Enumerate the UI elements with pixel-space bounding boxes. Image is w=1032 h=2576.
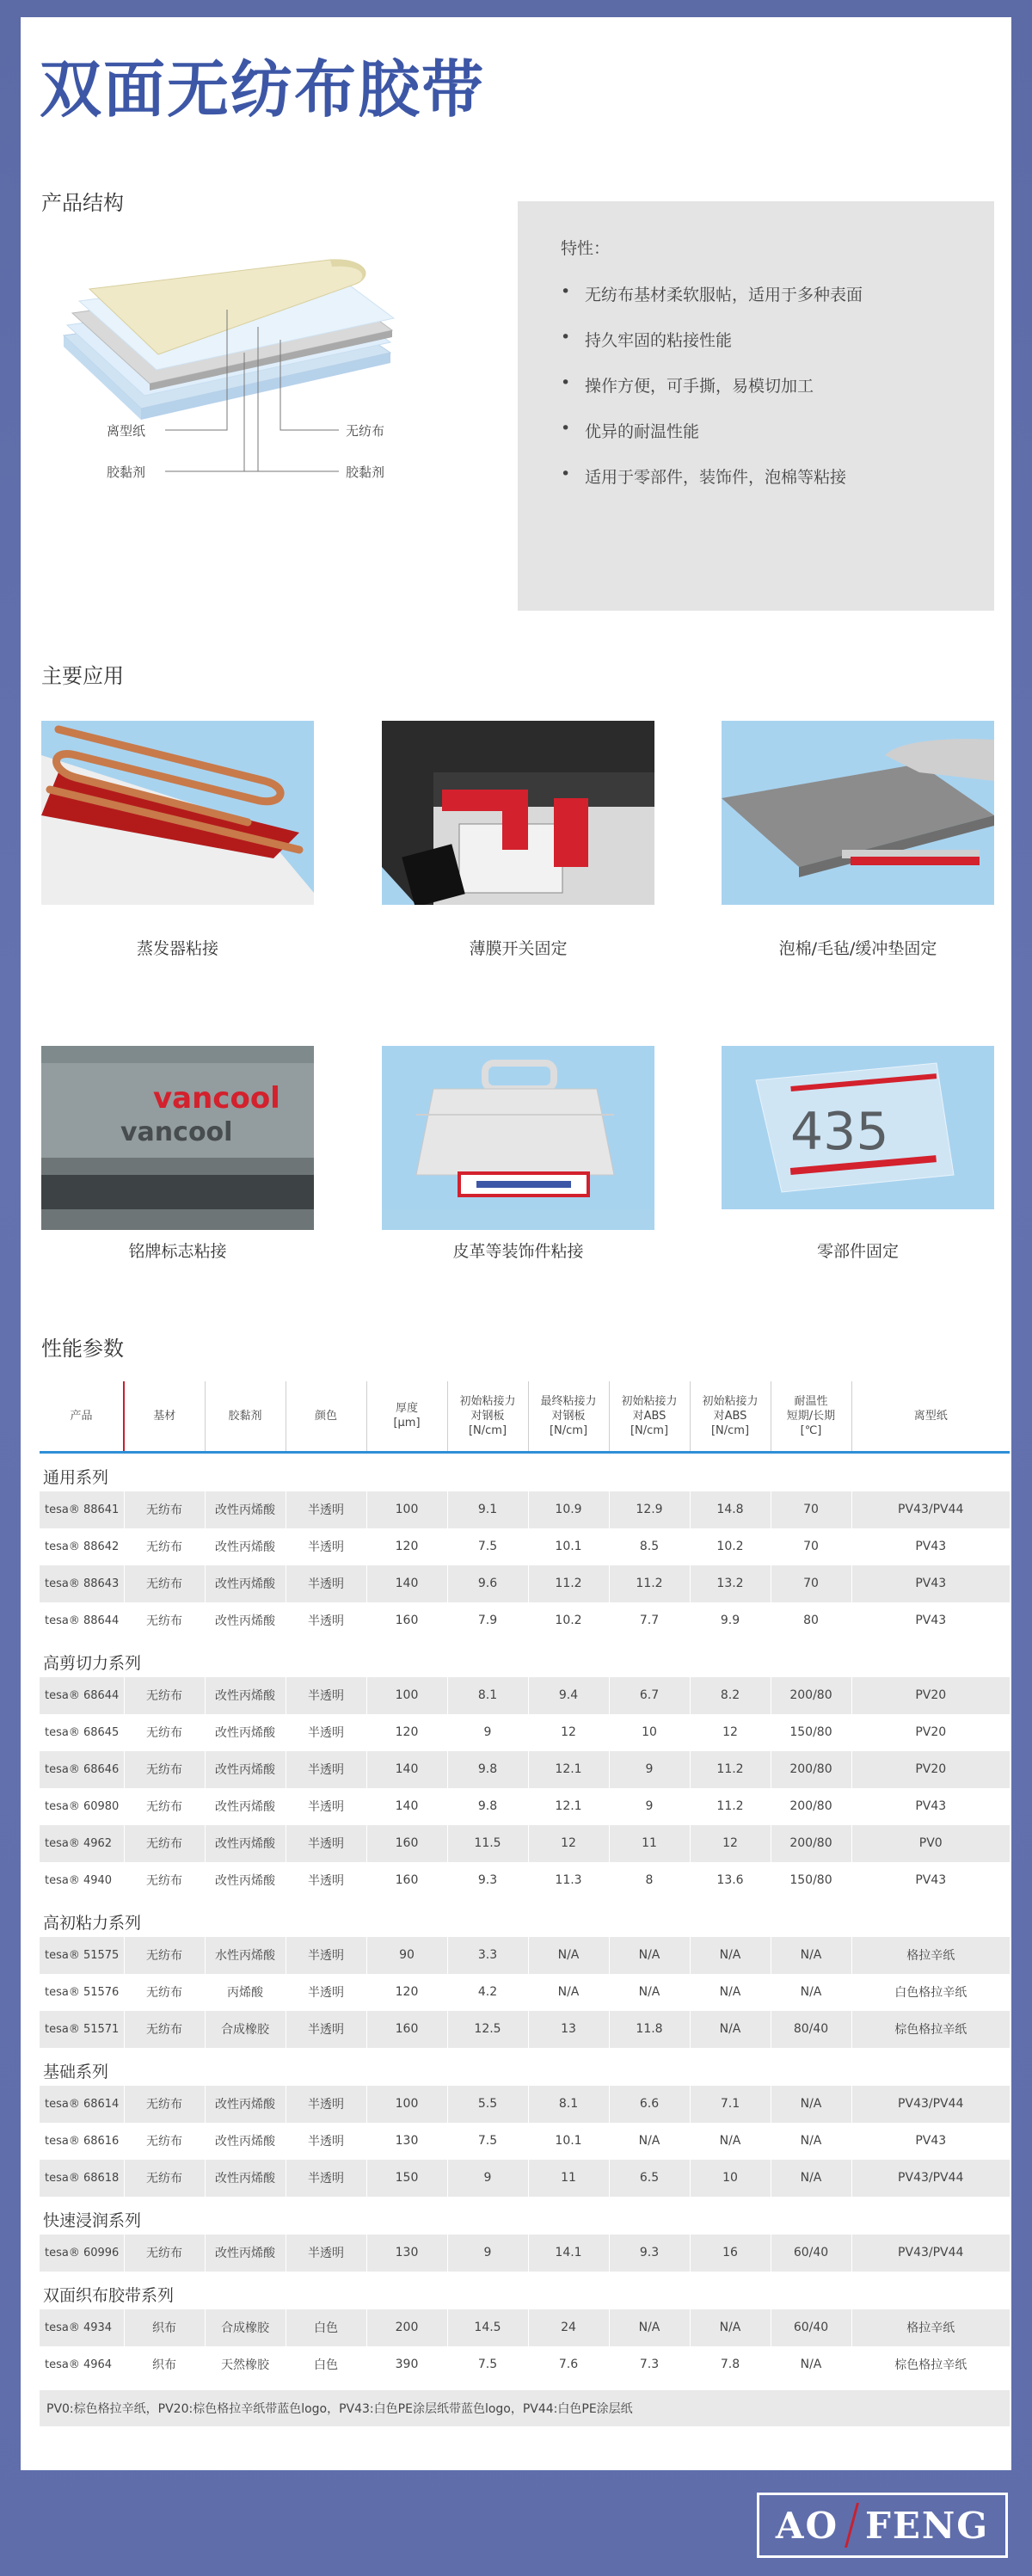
table-cell: 半透明	[286, 1974, 366, 2011]
table-cell: 9.4	[528, 1677, 609, 1714]
table-cell: 120	[366, 1714, 447, 1751]
leather-bag-image	[382, 1046, 654, 1230]
table-group-row	[40, 1639, 1010, 1677]
table-row	[40, 1565, 1010, 1602]
table-cell: 棕色格拉辛纸	[851, 2346, 1010, 2383]
table-cell: 12	[690, 1825, 771, 1862]
table-cell: 10.1	[528, 1528, 609, 1565]
table-cell: 9.8	[447, 1751, 528, 1788]
table-header-cell: 胶黏剂	[205, 1381, 286, 1452]
table-row	[40, 2309, 1010, 2346]
logo-right-text: FENG	[865, 2504, 990, 2547]
table-cell: 80	[771, 1602, 851, 1639]
features-box	[518, 201, 994, 611]
table-row	[40, 2235, 1010, 2272]
table-cell: 白色格拉辛纸	[851, 1974, 1010, 2011]
app-caption: 薄膜开关固定	[469, 939, 568, 958]
table-cell: 90	[366, 1937, 447, 1974]
table-cell: 7.7	[609, 1602, 690, 1639]
table-cell: 70	[771, 1491, 851, 1528]
table-cell: 半透明	[286, 1788, 366, 1825]
table-cell: 140	[366, 1788, 447, 1825]
table-cell: 改性丙烯酸	[205, 1677, 286, 1714]
table-cell: 半透明	[286, 2123, 366, 2160]
table-cell: 3.3	[447, 1937, 528, 1974]
table-cell: 7.6	[528, 2346, 609, 2383]
table-cell: 白色	[286, 2346, 366, 2383]
table-row	[40, 1937, 1010, 1974]
table-cell: 5.5	[447, 2086, 528, 2123]
table-group-title: 高剪切力系列	[43, 1654, 142, 1673]
table-cell: N/A	[528, 1974, 609, 2011]
table-cell: 织布	[124, 2309, 205, 2346]
table-cell: 12.9	[609, 1491, 690, 1528]
table-cell: 200/80	[771, 1825, 851, 1862]
table-cell: 8	[609, 1862, 690, 1899]
table-cell: 11	[609, 1825, 690, 1862]
table-cell: 无纺布	[124, 1677, 205, 1714]
table-cell: 100	[366, 2086, 447, 2123]
nameplate-logo-text: vancool	[153, 1081, 280, 1116]
table-cell: 140	[366, 1751, 447, 1788]
table-cell: 10	[609, 1714, 690, 1751]
label-adhesive-right: 胶黏剂	[346, 464, 385, 480]
table-cell: PV20	[851, 1714, 1010, 1751]
table-group-title: 高初粘力系列	[43, 1914, 142, 1933]
table-cell: 天然橡胶	[205, 2346, 286, 2383]
table-cell: tesa® 4964	[45, 2358, 113, 2371]
table-header-cell: 厚度 [μm]	[366, 1381, 447, 1452]
table-cell: 合成橡胶	[205, 2309, 286, 2346]
table-cell: 12	[528, 1714, 609, 1751]
table-cell: PV43/PV44	[851, 2235, 1010, 2272]
table-cell: 130	[366, 2235, 447, 2272]
table-cell: 7.5	[447, 1528, 528, 1565]
table-cell: tesa® 68616	[45, 2134, 120, 2148]
table-cell: 200	[366, 2309, 447, 2346]
table-group-row	[40, 2197, 1010, 2235]
table-header-cell: 最终粘接力 对钢板 [N/cm]	[528, 1381, 609, 1452]
table-cell: 无纺布	[124, 1937, 205, 1974]
table-cell: 9.1	[447, 1491, 528, 1528]
table-cell: 11.2	[609, 1565, 690, 1602]
table-cell: PV43/PV44	[851, 1491, 1010, 1528]
table-header-cell: 颜色	[286, 1381, 366, 1452]
table-cell: 半透明	[286, 1751, 366, 1788]
table-cell: 12	[528, 1825, 609, 1862]
table-cell: N/A	[609, 1974, 690, 2011]
table-cell: 9.8	[447, 1788, 528, 1825]
table-cell: 160	[366, 1862, 447, 1899]
table-header-cell: 离型纸	[851, 1381, 1010, 1452]
section-applications-heading: 主要应用	[41, 664, 124, 688]
table-cell: 改性丙烯酸	[205, 2160, 286, 2197]
table-cell: PV43/PV44	[851, 2160, 1010, 2197]
table-cell: 半透明	[286, 1528, 366, 1565]
table-cell: tesa® 60980	[45, 1799, 120, 1813]
table-cell: tesa® 88644	[45, 1614, 120, 1627]
table-cell: PV43	[851, 1565, 1010, 1602]
table-cell: PV0	[851, 1825, 1010, 1862]
table-cell: 半透明	[286, 1602, 366, 1639]
feature-item: • 无纺布基材柔软服帖，适用于多种表面	[561, 282, 863, 328]
table-cell: 12.1	[528, 1751, 609, 1788]
table-header-cell: 耐温性 短期/长期 [℃]	[771, 1381, 851, 1452]
table-cell: 150/80	[771, 1714, 851, 1751]
table-cell: 无纺布	[124, 1862, 205, 1899]
table-group-row	[40, 2272, 1010, 2309]
table-cell: N/A	[690, 2011, 771, 2048]
section-params-heading: 性能参数	[41, 1337, 124, 1361]
table-cell: PV43	[851, 1528, 1010, 1565]
table-row	[40, 2011, 1010, 2048]
table-cell: 16	[690, 2235, 771, 2272]
table-cell: 棕色格拉辛纸	[851, 2011, 1010, 2048]
table-cell: 11.2	[528, 1565, 609, 1602]
table-cell: 9.6	[447, 1565, 528, 1602]
part-image	[722, 1046, 994, 1209]
table-cell: 无纺布	[124, 1602, 205, 1639]
table-group-title: 双面织布胶带系列	[43, 2286, 175, 2305]
table-cell: 改性丙烯酸	[205, 1491, 286, 1528]
table-cell: 10	[690, 2160, 771, 2197]
table-cell: 7.5	[447, 2346, 528, 2383]
table-cell: tesa® 68614	[40, 2086, 124, 2123]
table-cell: 8.1	[528, 2086, 609, 2123]
table-cell: 格拉辛纸	[851, 2309, 1010, 2346]
table-cell: 140	[366, 1565, 447, 1602]
table-cell: 9.3	[447, 1862, 528, 1899]
table-cell: 改性丙烯酸	[205, 2123, 286, 2160]
table-cell: 半透明	[286, 1862, 366, 1899]
table-cell: 无纺布	[124, 2235, 205, 2272]
table-cell: 150	[366, 2160, 447, 2197]
part-number-text: 435	[790, 1102, 889, 1162]
membrane-switch-image	[382, 721, 654, 905]
table-cell: PV43	[851, 1862, 1010, 1899]
table-cell: 7.1	[690, 2086, 771, 2123]
table-header-cell: 产品	[70, 1409, 93, 1423]
table-cell: 160	[366, 2011, 447, 2048]
table-cell: N/A	[771, 2123, 851, 2160]
table-cell: tesa® 88641	[40, 1491, 124, 1528]
nameplate-image	[41, 1046, 314, 1230]
table-cell: 13.2	[690, 1565, 771, 1602]
table-cell: N/A	[609, 2123, 690, 2160]
table-cell: 合成橡胶	[205, 2011, 286, 2048]
table-cell: 无纺布	[124, 2011, 205, 2048]
table-cell: 8.5	[609, 1528, 690, 1565]
table-cell: 半透明	[286, 1491, 366, 1528]
table-cell: 130	[366, 2123, 447, 2160]
table-cell: 9.9	[690, 1602, 771, 1639]
table-cell: 半透明	[286, 1677, 366, 1714]
table-cell: 200/80	[771, 1751, 851, 1788]
table-cell: 200/80	[771, 1788, 851, 1825]
table-cell: 12	[690, 1714, 771, 1751]
section-structure-heading: 产品结构	[41, 191, 124, 215]
table-cell: 半透明	[286, 2235, 366, 2272]
table-cell: N/A	[690, 1937, 771, 1974]
table-cell: 无纺布	[124, 1565, 205, 1602]
table-cell: tesa® 68646	[40, 1751, 124, 1788]
table-cell: PV43	[851, 1788, 1010, 1825]
table-cell: N/A	[528, 1937, 609, 1974]
table-cell: tesa® 60996	[40, 2235, 124, 2272]
table-cell: 11.3	[528, 1862, 609, 1899]
table-note-row	[40, 2390, 1010, 2426]
table-cell: 改性丙烯酸	[205, 1565, 286, 1602]
table-cell: 半透明	[286, 2011, 366, 2048]
nameplate-logo-shadow-text: vancool	[120, 1117, 233, 1147]
table-cell: 6.5	[609, 2160, 690, 2197]
table-cell: PV43	[851, 1602, 1010, 1639]
table-cell: 无纺布	[124, 1751, 205, 1788]
logo-left-text: AO	[775, 2504, 839, 2547]
table-cell: 9	[609, 1788, 690, 1825]
table-row	[40, 1602, 1010, 1639]
table-cell: 10.2	[528, 1602, 609, 1639]
table-cell: 白色	[286, 2309, 366, 2346]
table-cell: 7.3	[609, 2346, 690, 2383]
table-cell: 半透明	[286, 2086, 366, 2123]
table-group-title: 通用系列	[43, 1468, 109, 1487]
table-cell: 9	[447, 2235, 528, 2272]
table-cell: 11.2	[690, 1788, 771, 1825]
table-cell: 100	[366, 1491, 447, 1528]
table-cell: 改性丙烯酸	[205, 1825, 286, 1862]
table-cell: 无纺布	[124, 1788, 205, 1825]
table-cell: N/A	[771, 1937, 851, 1974]
table-cell: 半透明	[286, 2160, 366, 2197]
table-cell: 7.9	[447, 1602, 528, 1639]
table-cell: 150/80	[771, 1862, 851, 1899]
table-cell: 改性丙烯酸	[205, 1714, 286, 1751]
features-heading: 特性：	[561, 239, 611, 258]
table-row	[40, 2160, 1010, 2197]
table-cell: 无纺布	[124, 1825, 205, 1862]
table-cell: N/A	[690, 2309, 771, 2346]
table-cell: 改性丙烯酸	[205, 1751, 286, 1788]
table-row	[40, 1677, 1010, 1714]
table-cell: 13	[528, 2011, 609, 2048]
table-cell: 8.2	[690, 1677, 771, 1714]
table-cell: 无纺布	[124, 2160, 205, 2197]
table-cell: 8.1	[447, 1677, 528, 1714]
table-cell: 10.1	[528, 2123, 609, 2160]
table-cell: tesa® 88643	[40, 1565, 124, 1602]
table-cell: 14.5	[447, 2309, 528, 2346]
params-table	[40, 1381, 1010, 2426]
table-row	[40, 2086, 1010, 2123]
table-row	[40, 1491, 1010, 1528]
app-caption: 零部件固定	[816, 1242, 899, 1261]
page-title: 双面无纺布胶带	[40, 53, 486, 126]
table-cell: 9.3	[609, 2235, 690, 2272]
table-cell: 无纺布	[124, 2086, 205, 2123]
structure-diagram	[55, 258, 451, 585]
table-cell: N/A	[771, 2346, 851, 2383]
table-cell: N/A	[771, 1974, 851, 2011]
table-cell: N/A	[771, 2086, 851, 2123]
table-cell: 织布	[124, 2346, 205, 2383]
app-caption: 铭牌标志粘接	[128, 1242, 227, 1261]
table-row	[40, 1862, 1010, 1899]
table-cell: 10.9	[528, 1491, 609, 1528]
table-cell: tesa® 68645	[45, 1725, 120, 1739]
table-cell: 11	[528, 2160, 609, 2197]
table-row	[40, 2123, 1010, 2160]
table-row	[40, 2346, 1010, 2383]
table-header-cell: 初始粘接力 对ABS [N/cm]	[690, 1381, 771, 1452]
table-cell: 半透明	[286, 1565, 366, 1602]
table-cell: tesa® 4934	[40, 2309, 124, 2346]
app-caption: 皮革等装饰件粘接	[452, 1242, 584, 1261]
table-cell: 14.8	[690, 1491, 771, 1528]
table-cell: 13.6	[690, 1862, 771, 1899]
table-cell: 70	[771, 1565, 851, 1602]
table-cell: 改性丙烯酸	[205, 1788, 286, 1825]
table-cell: tesa® 51571	[40, 2011, 124, 2048]
table-cell: 120	[366, 1974, 447, 2011]
table-cell: 9	[447, 1714, 528, 1751]
table-cell: 改性丙烯酸	[205, 1528, 286, 1565]
table-cell: N/A	[771, 2160, 851, 2197]
label-release-paper: 离型纸	[107, 423, 146, 439]
table-cell: 改性丙烯酸	[205, 2235, 286, 2272]
table-cell: 无纺布	[124, 1714, 205, 1751]
app-caption: 蒸发器粘接	[136, 939, 218, 958]
table-cell: tesa® 4962	[40, 1825, 124, 1862]
table-cell: 120	[366, 1528, 447, 1565]
table-cell: PV20	[851, 1677, 1010, 1714]
table-group-row	[40, 1899, 1010, 1937]
table-cell: tesa® 88642	[45, 1540, 120, 1553]
table-cell: 改性丙烯酸	[205, 1602, 286, 1639]
table-cell: N/A	[609, 1937, 690, 1974]
table-row	[40, 1974, 1010, 2011]
table-group-row	[40, 2048, 1010, 2086]
table-cell: tesa® 51576	[45, 1985, 120, 1999]
table-cell: 无纺布	[124, 2123, 205, 2160]
table-group-title: 基础系列	[43, 2063, 109, 2081]
label-adhesive-left: 胶黏剂	[107, 464, 146, 480]
table-cell: 4.2	[447, 1974, 528, 2011]
table-cell: 60/40	[771, 2309, 851, 2346]
app-caption: 泡棉/毛毡/缓冲垫固定	[778, 939, 937, 958]
table-cell: 60/40	[771, 2235, 851, 2272]
table-cell: tesa® 4940	[45, 1873, 113, 1887]
table-cell: PV43	[851, 2123, 1010, 2160]
table-cell: 半透明	[286, 1937, 366, 1974]
table-cell: 14.1	[528, 2235, 609, 2272]
feature-item: • 操作方便，可手撕，易模切加工	[561, 373, 863, 419]
table-cell: 390	[366, 2346, 447, 2383]
table-cell: N/A	[690, 2123, 771, 2160]
table-cell: 11.8	[609, 2011, 690, 2048]
table-cell: 12.1	[528, 1788, 609, 1825]
table-cell: PV20	[851, 1751, 1010, 1788]
table-cell: 格拉辛纸	[851, 1937, 1010, 1974]
page-sheet	[21, 17, 1011, 2470]
table-cell: 24	[528, 2309, 609, 2346]
table-group-title: 快速浸润系列	[43, 2211, 142, 2230]
table-cell: 9	[447, 2160, 528, 2197]
table-cell: 6.7	[609, 1677, 690, 1714]
table-cell: tesa® 68644	[40, 1677, 124, 1714]
table-cell: 70	[771, 1528, 851, 1565]
table-cell: PV43/PV44	[851, 2086, 1010, 2123]
feature-item: • 持久牢固的粘接性能	[561, 328, 863, 373]
table-row	[40, 1751, 1010, 1788]
table-cell: 100	[366, 1677, 447, 1714]
table-group-row	[40, 1454, 1010, 1491]
table-cell: 12.5	[447, 2011, 528, 2048]
table-cell: 改性丙烯酸	[205, 1862, 286, 1899]
table-cell: 11.5	[447, 1825, 528, 1862]
table-cell: 半透明	[286, 1825, 366, 1862]
table-cell: tesa® 68618	[40, 2160, 124, 2197]
label-nonwoven: 无纺布	[346, 423, 385, 439]
table-cell: 160	[366, 1602, 447, 1639]
features-list	[561, 282, 863, 510]
table-row	[40, 1528, 1010, 1565]
table-header-cell: 初始粘接力 对ABS [N/cm]	[609, 1381, 690, 1452]
table-cell: 改性丙烯酸	[205, 2086, 286, 2123]
table-cell: 160	[366, 1825, 447, 1862]
table-cell: 80/40	[771, 2011, 851, 2048]
table-cell: 200/80	[771, 1677, 851, 1714]
table-row	[40, 1714, 1010, 1751]
table-cell: 7.8	[690, 2346, 771, 2383]
table-cell: 7.5	[447, 2123, 528, 2160]
table-cell: N/A	[690, 1974, 771, 2011]
table-cell: 11.2	[690, 1751, 771, 1788]
table-row	[40, 1825, 1010, 1862]
table-cell: 水性丙烯酸	[205, 1937, 286, 1974]
release-paper-note: PV0:棕色格拉辛纸，PV20:棕色格拉辛纸带蓝色logo，PV43:白色PE涂层纸带蓝色logo，PV44:白色PE涂层纸	[40, 2390, 1010, 2426]
table-header-cell: 初始粘接力 对钢板 [N/cm]	[447, 1381, 528, 1452]
feature-item: • 优异的耐温性能	[561, 419, 863, 464]
table-cell: 无纺布	[124, 1974, 205, 2011]
table-cell: 6.6	[609, 2086, 690, 2123]
table-cell: tesa® 51575	[40, 1937, 124, 1974]
table-header-cell: 基材	[124, 1381, 205, 1452]
table-cell: 半透明	[286, 1714, 366, 1751]
brand-logo	[757, 2493, 1008, 2558]
table-cell: 10.2	[690, 1528, 771, 1565]
logo-separator	[845, 2503, 859, 2548]
table-cell: 丙烯酸	[205, 1974, 286, 2011]
table-cell: 无纺布	[124, 1528, 205, 1565]
foam-image	[722, 721, 994, 905]
table-cell: 9	[609, 1751, 690, 1788]
table-row	[40, 1788, 1010, 1825]
feature-item: • 适用于零部件，装饰件，泡棉等粘接	[561, 464, 863, 510]
table-cell: N/A	[609, 2309, 690, 2346]
table-cell: 无纺布	[124, 1491, 205, 1528]
evaporator-image	[41, 721, 314, 905]
